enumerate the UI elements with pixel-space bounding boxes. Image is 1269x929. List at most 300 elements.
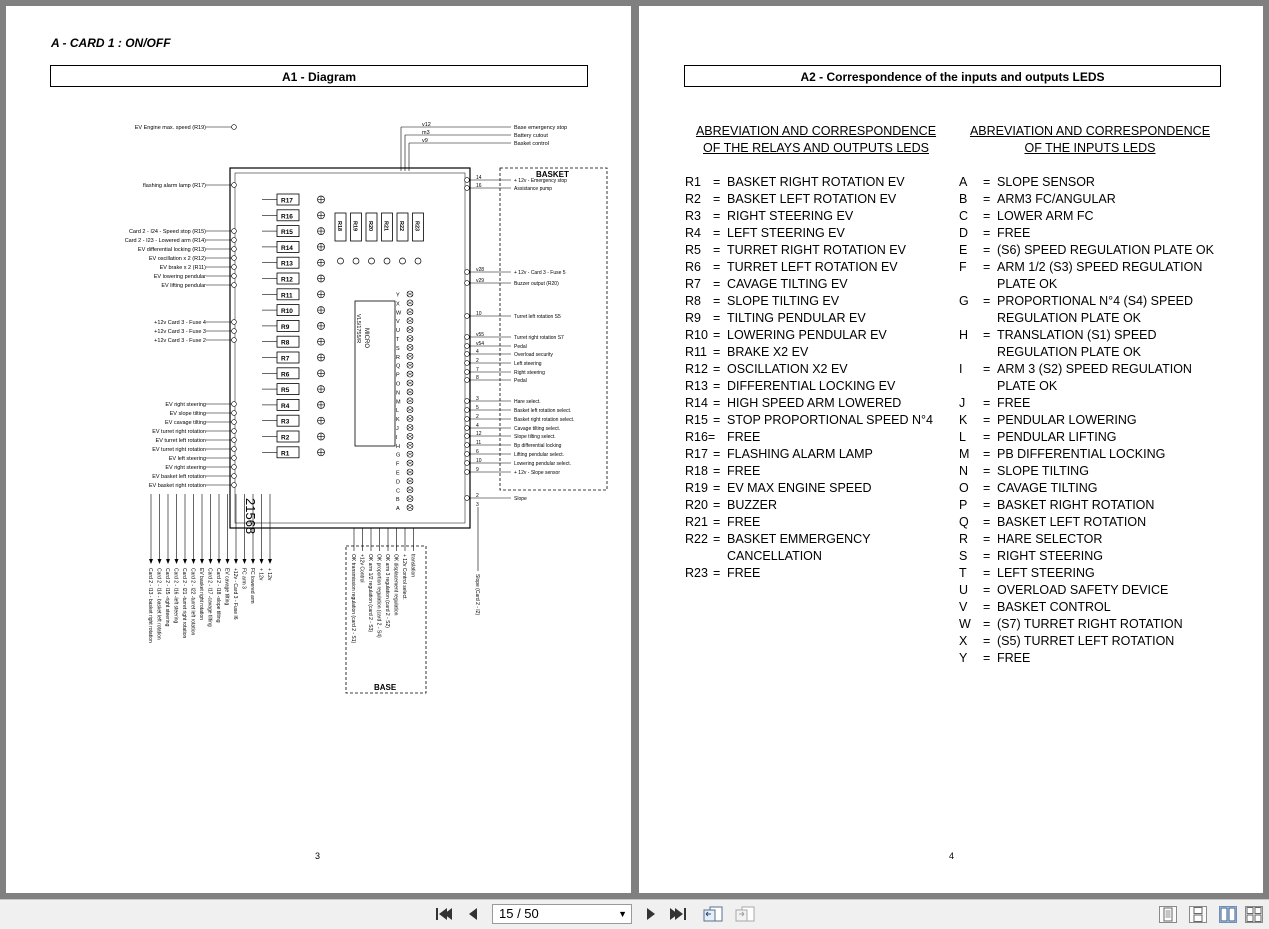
right-wire-number: 6 bbox=[476, 449, 479, 455]
relay-description: SLOPE TILTING EV bbox=[727, 294, 840, 308]
relay-equals: = bbox=[713, 566, 721, 580]
bottom-arrow bbox=[268, 559, 272, 564]
input-row bbox=[959, 242, 1221, 259]
previous-page-button[interactable] bbox=[463, 905, 483, 924]
relay-row bbox=[685, 361, 943, 378]
relay-code: R4 bbox=[685, 226, 701, 240]
relay-description: BASKET LEFT ROTATION EV bbox=[727, 192, 897, 206]
next-page-icon bbox=[643, 905, 659, 923]
relay-description: TURRET LEFT ROTATION EV bbox=[727, 260, 898, 274]
input-letter: R bbox=[396, 354, 400, 361]
input-equals: = bbox=[983, 192, 991, 206]
bottom-arrow bbox=[200, 559, 204, 564]
relay-row bbox=[685, 565, 943, 582]
previous-view-icon bbox=[702, 905, 724, 923]
input-code: O bbox=[959, 481, 969, 495]
bottom-arrow bbox=[149, 559, 153, 564]
input-description: (S7) TURRET RIGHT ROTATION bbox=[997, 617, 1183, 631]
left-terminal bbox=[232, 338, 237, 343]
right-label: Slope bbox=[514, 496, 527, 502]
right-wire-number: 9 bbox=[476, 467, 479, 473]
right-terminal bbox=[465, 178, 470, 183]
input-code: Q bbox=[959, 515, 969, 529]
two-page-continuous-icon bbox=[1246, 907, 1262, 922]
right-wire-number: 16 bbox=[476, 183, 482, 189]
input-code: W bbox=[959, 617, 971, 631]
relay-code: R21 bbox=[685, 515, 708, 529]
left-terminal bbox=[232, 274, 237, 279]
input-code: R bbox=[959, 532, 969, 546]
input-row bbox=[959, 174, 1221, 191]
relay-equals: = bbox=[713, 192, 721, 206]
left-label: EV left steering bbox=[168, 456, 206, 462]
left-label: Card 2 - I24 - Speed stop (R15) bbox=[128, 229, 206, 235]
relay-equals: = bbox=[713, 532, 721, 546]
board-id: 21568 bbox=[243, 498, 258, 535]
right-label: + 12v - Emergency stop bbox=[514, 178, 567, 184]
right-terminal bbox=[465, 314, 470, 319]
right-label: + 12v - Card 3 - Fuse 5 bbox=[514, 270, 566, 276]
input-code: G bbox=[959, 294, 969, 308]
right-label: Right steering bbox=[514, 370, 545, 376]
relay-code: R8 bbox=[685, 294, 701, 308]
right-label: + 12v - Slope sensor bbox=[514, 470, 560, 476]
relay-equals: = bbox=[713, 226, 721, 240]
top-label: Battery cutout bbox=[514, 133, 548, 139]
input-description: LOWER ARM FC bbox=[997, 209, 1094, 223]
wiring-diagram bbox=[6, 6, 631, 893]
relay-description: BASKET RIGHT ROTATION EV bbox=[727, 175, 905, 189]
input-equals: = bbox=[983, 515, 991, 529]
left-label: EV differential locking (R13) bbox=[137, 247, 206, 253]
input-description: (S5) TURRET LEFT ROTATION bbox=[997, 634, 1175, 648]
relay-equals: = bbox=[713, 311, 721, 325]
right-wire-number: 3 bbox=[476, 396, 479, 402]
base-wire-label: translation bbox=[409, 554, 416, 578]
relay-code: R19 bbox=[685, 481, 708, 495]
relay-description: DIFFERENTIAL LOCKING EV bbox=[727, 379, 896, 393]
relay-description: RIGHT STEERING EV bbox=[727, 209, 854, 223]
relay-code: R5 bbox=[685, 243, 701, 257]
input-description: FREE bbox=[997, 226, 1031, 240]
relay-equals: = bbox=[713, 345, 721, 359]
input-letter: V bbox=[396, 319, 400, 326]
input-row bbox=[959, 514, 1221, 531]
relay-code: R10 bbox=[685, 328, 708, 342]
relay-row bbox=[685, 259, 943, 276]
page-number-value: 15 / 50 bbox=[499, 906, 539, 921]
input-code: S bbox=[959, 549, 968, 563]
page-3 bbox=[6, 6, 631, 893]
left-terminal bbox=[232, 411, 237, 416]
input-code: C bbox=[959, 209, 969, 223]
bottom-arrow bbox=[175, 559, 179, 564]
input-description: BASKET LEFT ROTATION bbox=[997, 515, 1147, 529]
top-wire-number: v12 bbox=[422, 122, 431, 128]
relay-description: BRAKE X2 EV bbox=[727, 345, 809, 359]
chevron-down-icon[interactable]: ▼ bbox=[618, 909, 627, 919]
right-wire-number: 8 bbox=[476, 375, 479, 381]
top-wire-number: m3 bbox=[422, 130, 430, 136]
base-wire-label: + 12v Control select. bbox=[401, 554, 407, 600]
page-number-input[interactable] bbox=[492, 904, 632, 924]
input-code: K bbox=[959, 413, 968, 427]
left-terminal bbox=[232, 283, 237, 288]
relay-row bbox=[685, 395, 943, 412]
input-code: H bbox=[959, 328, 969, 342]
relay-equals: = bbox=[713, 175, 721, 189]
page-4 bbox=[639, 6, 1263, 893]
relay-label: R6 bbox=[281, 371, 290, 379]
relay-row bbox=[685, 242, 943, 259]
right-wire-number: 2 bbox=[476, 358, 479, 364]
input-code: I bbox=[959, 362, 963, 376]
input-equals: = bbox=[983, 447, 991, 461]
input-row bbox=[959, 412, 1221, 429]
input-code: Y bbox=[959, 651, 968, 665]
input-code: V bbox=[959, 600, 968, 614]
relay-description: FLASHING ALARM LAMP bbox=[727, 447, 873, 461]
input-equals: = bbox=[983, 328, 991, 342]
input-description: CAVAGE TILTING bbox=[997, 481, 1098, 495]
relay-label: R9 bbox=[281, 323, 290, 331]
input-row bbox=[959, 225, 1221, 242]
input-equals: = bbox=[983, 396, 991, 410]
left-label: EV turret left rotation bbox=[155, 438, 206, 444]
bottom-arrow bbox=[260, 559, 264, 564]
right-wire-number: 14 bbox=[476, 175, 482, 181]
relay-row bbox=[685, 378, 943, 395]
relay-description: FREE bbox=[727, 464, 761, 478]
left-terminal bbox=[232, 420, 237, 425]
relay-row bbox=[685, 531, 943, 565]
relay-description: EV MAX ENGINE SPEED bbox=[727, 481, 872, 495]
right-terminal bbox=[465, 335, 470, 340]
bottom-label: Card 2 - I17 -cavage tilting bbox=[206, 568, 213, 627]
right-label: Slope tilting select. bbox=[514, 434, 556, 440]
bottom-arrow bbox=[209, 559, 213, 564]
relay-label: R2 bbox=[281, 434, 290, 442]
left-terminal bbox=[232, 320, 237, 325]
input-equals: = bbox=[983, 566, 991, 580]
relay-label: R17 bbox=[281, 197, 293, 205]
input-row bbox=[959, 565, 1221, 582]
input-row bbox=[959, 616, 1221, 633]
input-code: J bbox=[959, 396, 966, 410]
chip-label: MICRO bbox=[363, 328, 369, 348]
single-page-icon bbox=[1160, 907, 1176, 922]
input-description: SLOPE TILTING bbox=[997, 464, 1089, 478]
input-letter: D bbox=[396, 479, 400, 486]
right-label: Left steering bbox=[514, 361, 542, 367]
left-terminal bbox=[232, 474, 237, 479]
input-description: ARM3 FC/ANGULAR bbox=[997, 192, 1116, 206]
input-equals: = bbox=[983, 226, 991, 240]
input-description: BASKET CONTROL bbox=[997, 600, 1111, 614]
left-label: EV Engine max. speed (R19) bbox=[134, 125, 206, 131]
bottom-arrow bbox=[158, 559, 162, 564]
input-description: ARM 3 (S2) SPEED REGULATION PLATE OK bbox=[997, 362, 1192, 393]
input-letter: Y bbox=[396, 292, 400, 299]
right-label: Turret left rotation S5 bbox=[514, 314, 561, 320]
relay-code: R6 bbox=[685, 260, 701, 274]
single-page-view-button[interactable] bbox=[1159, 906, 1177, 923]
input-row bbox=[959, 361, 1221, 395]
left-label: +12v Card 3 - Fuse 2 bbox=[154, 338, 206, 344]
relay-equals: = bbox=[713, 379, 721, 393]
input-code: U bbox=[959, 583, 969, 597]
relay-equals: = bbox=[713, 413, 721, 427]
two-page-continuous-view-button[interactable] bbox=[1245, 906, 1263, 923]
input-row bbox=[959, 463, 1221, 480]
input-description: FREE bbox=[997, 396, 1031, 410]
relay-equals: = bbox=[713, 464, 721, 478]
base-wire-label: OK arm 1/2 regulation (card 2 - S3) bbox=[367, 554, 373, 633]
relay-row bbox=[685, 429, 943, 446]
relays-heading bbox=[691, 123, 941, 157]
relay-row bbox=[685, 208, 943, 225]
left-terminal bbox=[232, 456, 237, 461]
input-equals: = bbox=[983, 532, 991, 546]
input-row bbox=[959, 395, 1221, 412]
right-label: Basket right rotation select. bbox=[514, 417, 575, 423]
input-letter: N bbox=[396, 390, 400, 397]
top-label: Base emergency stop bbox=[514, 125, 568, 131]
input-description: OVERLOAD SAFETY DEVICE bbox=[997, 583, 1169, 597]
upper-relay-label: R18 bbox=[336, 221, 342, 232]
next-page-button[interactable] bbox=[641, 905, 661, 924]
relay-code: R1 bbox=[685, 175, 701, 189]
input-row bbox=[959, 208, 1221, 225]
relay-row bbox=[685, 497, 943, 514]
input-description: LEFT STEERING bbox=[997, 566, 1095, 580]
input-description: PENDULAR LOWERING bbox=[997, 413, 1137, 427]
right-terminal bbox=[465, 408, 470, 413]
left-terminal bbox=[232, 247, 237, 252]
right-wire-number: 4 bbox=[476, 349, 479, 355]
base-wire-label: OK arm 3 regulation (card 2 - S2) bbox=[384, 554, 390, 628]
right-terminal bbox=[465, 186, 470, 191]
left-label: flashing alarm lamp (R17) bbox=[143, 183, 206, 189]
relay-code: R15 bbox=[685, 413, 708, 427]
input-equals: = bbox=[983, 481, 991, 495]
relay-row bbox=[685, 276, 943, 293]
first-page-button[interactable] bbox=[432, 905, 454, 924]
upper-relay-led bbox=[353, 258, 359, 264]
left-terminal bbox=[232, 465, 237, 470]
bottom-label: Card 2 - I15 -right steering bbox=[164, 568, 170, 627]
continuous-view-button[interactable] bbox=[1189, 906, 1207, 923]
input-equals: = bbox=[983, 464, 991, 478]
two-page-view-button[interactable] bbox=[1219, 906, 1237, 923]
base-wire-label: OK transmission regulation (card 2 - S1) bbox=[350, 554, 356, 644]
previous-view-button[interactable] bbox=[701, 905, 725, 924]
left-terminal bbox=[232, 402, 237, 407]
left-label: EV turret right rotation bbox=[152, 447, 206, 453]
top-label: Basket control bbox=[514, 141, 549, 147]
relay-row bbox=[685, 344, 943, 361]
relay-label: R3 bbox=[281, 418, 290, 426]
chip-code: VL5/1755/R bbox=[355, 314, 361, 344]
bottom-label: FC lowered arm bbox=[249, 568, 255, 604]
left-terminal bbox=[232, 329, 237, 334]
input-equals: = bbox=[983, 175, 991, 189]
next-view-icon bbox=[734, 905, 756, 923]
input-letter: F bbox=[396, 461, 400, 468]
right-label: Basket left rotation select. bbox=[514, 408, 572, 414]
left-terminal bbox=[232, 265, 237, 270]
input-description: BASKET RIGHT ROTATION bbox=[997, 498, 1155, 512]
right-wire-number: 5 bbox=[476, 405, 479, 411]
bottom-label: Card 2 - I13 - basket right rotation bbox=[147, 568, 153, 643]
bottom-label: EV cavage tilting bbox=[223, 568, 230, 606]
input-code: B bbox=[959, 192, 968, 206]
left-terminal bbox=[232, 447, 237, 452]
input-letter: T bbox=[396, 337, 400, 343]
input-letter: G bbox=[396, 452, 401, 459]
right-wire-number: 2 bbox=[476, 414, 479, 420]
input-equals: = bbox=[983, 600, 991, 614]
input-code: F bbox=[959, 260, 967, 274]
relay-code: R3 bbox=[685, 209, 701, 223]
relay-code: R9 bbox=[685, 311, 701, 325]
relay-code: R16= bbox=[685, 430, 716, 444]
relays-heading-line2: OF THE RELAYS AND OUTPUTS LEDS bbox=[703, 141, 929, 155]
relay-row bbox=[685, 463, 943, 480]
left-label: EV lowering pendular bbox=[153, 274, 206, 280]
input-description: SLOPE SENSOR bbox=[997, 175, 1095, 189]
relay-code: R11 bbox=[685, 345, 708, 359]
input-equals: = bbox=[983, 549, 991, 563]
next-view-button[interactable] bbox=[733, 905, 757, 924]
correspondence-box-title: A2 - Correspondence of the inputs and outputs LEDS bbox=[684, 65, 1221, 87]
input-code: X bbox=[959, 634, 968, 648]
right-wire-number: 2 bbox=[476, 493, 479, 499]
input-letter: L bbox=[396, 408, 400, 415]
relay-label: R13 bbox=[281, 260, 293, 268]
right-terminal bbox=[465, 352, 470, 357]
upper-relay-label: R23 bbox=[413, 221, 420, 232]
right-wire-number: 4 bbox=[476, 423, 479, 429]
right-wire-number: 12 bbox=[476, 431, 482, 437]
relay-description: BASKET EMMERGENCY CANCELLATION bbox=[727, 532, 871, 563]
relay-equals: = bbox=[713, 209, 721, 223]
input-equals: = bbox=[983, 413, 991, 427]
continuous-icon bbox=[1190, 907, 1206, 922]
right-terminal bbox=[465, 496, 470, 501]
upper-relay-led bbox=[415, 258, 421, 264]
basket-box bbox=[500, 168, 607, 490]
left-terminal bbox=[232, 183, 237, 188]
bottom-arrow bbox=[183, 559, 187, 564]
relay-equals bbox=[713, 429, 727, 446]
right-label: Overload security bbox=[514, 352, 553, 358]
left-label: EV oscillation x 2 (R12) bbox=[148, 256, 206, 262]
relay-equals: = bbox=[713, 498, 721, 512]
left-terminal bbox=[232, 438, 237, 443]
input-equals: = bbox=[983, 498, 991, 512]
relay-row bbox=[685, 225, 943, 242]
relay-equals: = bbox=[713, 447, 721, 461]
left-label: EV turret right rotation bbox=[152, 429, 206, 435]
relay-label: R12 bbox=[281, 276, 293, 284]
right-terminal bbox=[465, 281, 470, 286]
relay-description: LOWERING PENDULAR EV bbox=[727, 328, 887, 342]
input-code: D bbox=[959, 226, 969, 240]
left-label: EV basket right rotation bbox=[148, 483, 206, 489]
input-description: PENDULAR LIFTING bbox=[997, 430, 1117, 444]
bottom-label: Card 2 - I21 -turret right rotation bbox=[181, 568, 187, 639]
right-wire-number: 10 bbox=[476, 311, 482, 317]
input-description: RIGHT STEERING bbox=[997, 549, 1104, 563]
relay-code: R18 bbox=[685, 464, 708, 478]
relay-code: R22 bbox=[685, 532, 708, 546]
relay-description: FREE bbox=[727, 515, 761, 529]
right-label: Bp differential locking bbox=[514, 443, 562, 449]
relay-equals: = bbox=[713, 515, 721, 529]
right-terminal bbox=[465, 452, 470, 457]
relay-row bbox=[685, 412, 943, 429]
input-code: A bbox=[959, 175, 968, 189]
relay-row bbox=[685, 191, 943, 208]
relay-code: R12 bbox=[685, 362, 708, 376]
input-letter: O bbox=[396, 381, 401, 388]
right-label: Pedal bbox=[514, 378, 527, 384]
input-equals: = bbox=[983, 617, 991, 631]
relays-heading-line1: ABREVIATION AND CORRESPONDENCE bbox=[695, 124, 937, 138]
left-label: +12v Card 3 - Fuse 3 bbox=[154, 329, 206, 335]
relay-label: R5 bbox=[281, 387, 290, 395]
relay-equals: = bbox=[713, 294, 721, 308]
page-number: 3 bbox=[315, 851, 321, 861]
relay-code: R2 bbox=[685, 192, 701, 206]
inputs-heading-line2: OF THE INPUTS LEDS bbox=[1024, 141, 1156, 155]
upper-relay-label: R21 bbox=[382, 221, 389, 232]
input-code: T bbox=[959, 566, 967, 580]
relay-label: R7 bbox=[281, 355, 290, 363]
right-wire-number: 7 bbox=[476, 367, 479, 373]
bottom-label: FC arm 3 bbox=[240, 568, 247, 589]
input-row bbox=[959, 446, 1221, 463]
left-terminal bbox=[232, 483, 237, 488]
input-row bbox=[959, 429, 1221, 446]
input-description: ARM 1/2 (S3) SPEED REGULATION PLATE OK bbox=[997, 260, 1203, 291]
input-row bbox=[959, 327, 1221, 361]
bottom-label: Card 2 - I16 -left steering bbox=[172, 568, 179, 624]
input-letter: E bbox=[396, 470, 400, 477]
last-page-button[interactable] bbox=[668, 905, 690, 924]
left-label: EV brake x 2 (R11) bbox=[159, 265, 206, 271]
input-row bbox=[959, 480, 1221, 497]
top-wire-number: v9 bbox=[422, 138, 428, 144]
basket-label: BASKET bbox=[536, 170, 569, 179]
input-description: PROPORTIONAL N°4 (S4) SPEED REGULATION PLATE OK bbox=[997, 294, 1194, 325]
input-letter: I bbox=[396, 434, 398, 441]
input-equals: = bbox=[983, 634, 991, 648]
input-equals: = bbox=[983, 651, 991, 665]
relay-description: TILTING PENDULAR EV bbox=[727, 311, 866, 325]
bottom-label: EV basket right rotation bbox=[198, 568, 204, 620]
input-letter: S bbox=[396, 345, 400, 352]
right-label: Assistance pump bbox=[514, 186, 553, 192]
input-row bbox=[959, 633, 1221, 650]
relay-code: R23 bbox=[685, 566, 708, 580]
left-label: +12v Card 3 - Fuse 4 bbox=[154, 320, 206, 326]
input-code: M bbox=[959, 447, 970, 461]
input-equals: = bbox=[983, 209, 991, 223]
upper-relay-label: R19 bbox=[351, 221, 358, 232]
relay-description: HIGH SPEED ARM LOWERED bbox=[727, 396, 902, 410]
